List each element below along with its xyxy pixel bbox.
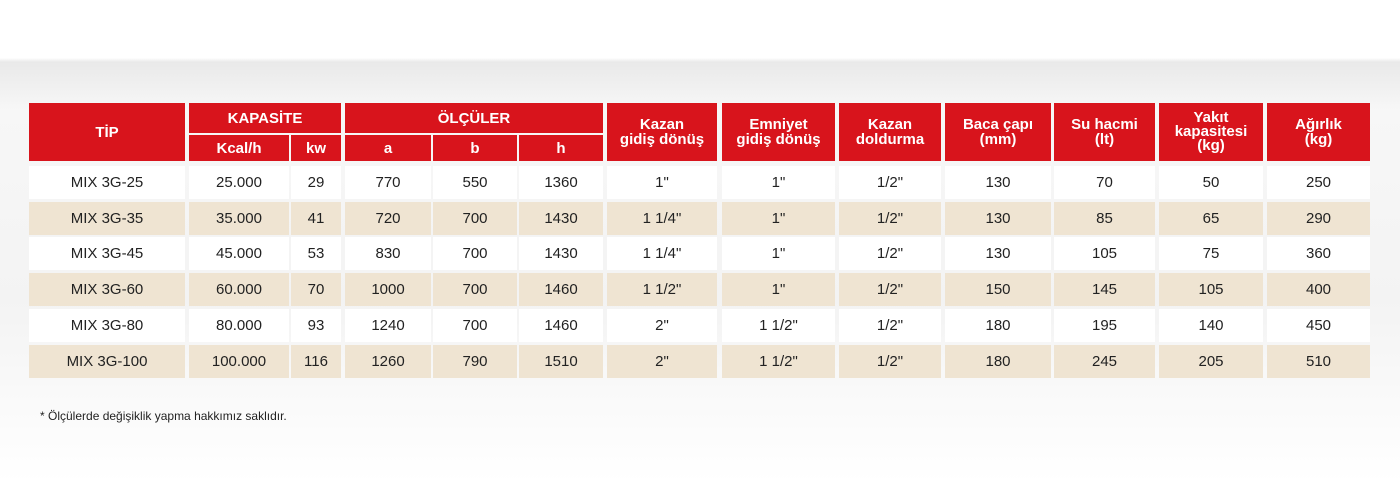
table-cell-tip: MIX 3G-80	[29, 309, 185, 342]
table-cell-emniyet: 1"	[722, 202, 835, 235]
table-cell-b: 700	[433, 202, 517, 235]
table-cell-kazan-gidis: 1 1/4"	[607, 202, 717, 235]
table-cell-kw: 70	[291, 273, 341, 306]
table-cell-yakit: 75	[1159, 237, 1263, 270]
table-cell-tip: MIX 3G-45	[29, 237, 185, 270]
table-cell-agirlik: 360	[1267, 237, 1370, 270]
table-cell-b: 700	[433, 309, 517, 342]
table-cell-kazan-gidis: 2"	[607, 309, 717, 342]
table-cell-kw: 53	[291, 237, 341, 270]
table-cell-su: 195	[1054, 309, 1155, 342]
table-cell-tip: MIX 3G-35	[29, 202, 185, 235]
table-cell-kazan-doldurma: 1/2"	[839, 345, 941, 378]
table-cell-h: 1460	[519, 309, 603, 342]
table-cell-agirlik: 400	[1267, 273, 1370, 306]
table-cell-kazan-doldurma: 1/2"	[839, 273, 941, 306]
table-cell-kazan-gidis: 1 1/4"	[607, 237, 717, 270]
table-cell-kazan-doldurma: 1/2"	[839, 237, 941, 270]
header-su: Su hacmi (lt)	[1054, 103, 1155, 161]
table-cell-su: 85	[1054, 202, 1155, 235]
table-cell-emniyet: 1"	[722, 166, 835, 199]
table-cell-baca: 150	[945, 273, 1051, 306]
table-cell-kazan-doldurma: 1/2"	[839, 166, 941, 199]
table-cell-su: 145	[1054, 273, 1155, 306]
table-cell-b: 700	[433, 273, 517, 306]
table-cell-baca: 180	[945, 345, 1051, 378]
table-cell-baca: 130	[945, 202, 1051, 235]
table-cell-kw: 116	[291, 345, 341, 378]
table-cell-emniyet: 1"	[722, 237, 835, 270]
table-cell-kcal: 35.000	[189, 202, 289, 235]
table-cell-yakit: 65	[1159, 202, 1263, 235]
table-cell-a: 1000	[345, 273, 431, 306]
table-cell-agirlik: 510	[1267, 345, 1370, 378]
table-cell-su: 70	[1054, 166, 1155, 199]
table-cell-a: 720	[345, 202, 431, 235]
table-cell-kazan-doldurma: 1/2"	[839, 309, 941, 342]
table-cell-kcal: 60.000	[189, 273, 289, 306]
header-olculer: ÖLÇÜLER	[345, 103, 603, 133]
table-cell-kazan-gidis: 2"	[607, 345, 717, 378]
table-cell-a: 1240	[345, 309, 431, 342]
table-cell-tip: MIX 3G-100	[29, 345, 185, 378]
header-h: h	[519, 135, 603, 161]
table-cell-kcal: 100.000	[189, 345, 289, 378]
table-cell-kw: 29	[291, 166, 341, 199]
table-cell-h: 1430	[519, 202, 603, 235]
table-cell-a: 830	[345, 237, 431, 270]
header-emniyet: Emniyet gidiş dönüş	[722, 103, 835, 161]
table-cell-kazan-doldurma: 1/2"	[839, 202, 941, 235]
header-tip: TİP	[29, 103, 185, 161]
table-cell-kcal: 45.000	[189, 237, 289, 270]
table-cell-h: 1430	[519, 237, 603, 270]
header-kazan-gidis: Kazan gidiş dönüş	[607, 103, 717, 161]
table-cell-baca: 130	[945, 237, 1051, 270]
table-cell-kazan-gidis: 1"	[607, 166, 717, 199]
table-cell-h: 1510	[519, 345, 603, 378]
table-cell-emniyet: 1"	[722, 273, 835, 306]
header-kapasite: KAPASİTE	[189, 103, 341, 133]
table-cell-h: 1360	[519, 166, 603, 199]
table-cell-a: 770	[345, 166, 431, 199]
header-b: b	[433, 135, 517, 161]
header-kazan-doldurma: Kazan doldurma	[839, 103, 941, 161]
header-yakit: Yakıt kapasitesi (kg)	[1159, 103, 1263, 161]
table-cell-su: 245	[1054, 345, 1155, 378]
table-cell-baca: 130	[945, 166, 1051, 199]
table-cell-kw: 93	[291, 309, 341, 342]
header-kcal: Kcal/h	[189, 135, 289, 161]
table-cell-b: 700	[433, 237, 517, 270]
table-cell-kcal: 25.000	[189, 166, 289, 199]
table-cell-baca: 180	[945, 309, 1051, 342]
table-cell-tip: MIX 3G-60	[29, 273, 185, 306]
table-cell-emniyet: 1 1/2"	[722, 345, 835, 378]
table-cell-yakit: 50	[1159, 166, 1263, 199]
table-cell-kw: 41	[291, 202, 341, 235]
table-cell-kcal: 80.000	[189, 309, 289, 342]
header-kw: kw	[291, 135, 341, 161]
table-cell-b: 790	[433, 345, 517, 378]
table-cell-tip: MIX 3G-25	[29, 166, 185, 199]
table-cell-agirlik: 250	[1267, 166, 1370, 199]
header-baca: Baca çapı (mm)	[945, 103, 1051, 161]
table-cell-su: 105	[1054, 237, 1155, 270]
table-cell-b: 550	[433, 166, 517, 199]
table-cell-yakit: 205	[1159, 345, 1263, 378]
table-cell-a: 1260	[345, 345, 431, 378]
table-cell-agirlik: 290	[1267, 202, 1370, 235]
header-a: a	[345, 135, 431, 161]
footnote: * Ölçülerde değişiklik yapma hakkımız saklıdır.	[40, 409, 287, 423]
table-cell-kazan-gidis: 1 1/2"	[607, 273, 717, 306]
table-cell-h: 1460	[519, 273, 603, 306]
table-cell-yakit: 140	[1159, 309, 1263, 342]
header-agirlik: Ağırlık (kg)	[1267, 103, 1370, 161]
table-cell-agirlik: 450	[1267, 309, 1370, 342]
table-cell-emniyet: 1 1/2"	[722, 309, 835, 342]
table-cell-yakit: 105	[1159, 273, 1263, 306]
